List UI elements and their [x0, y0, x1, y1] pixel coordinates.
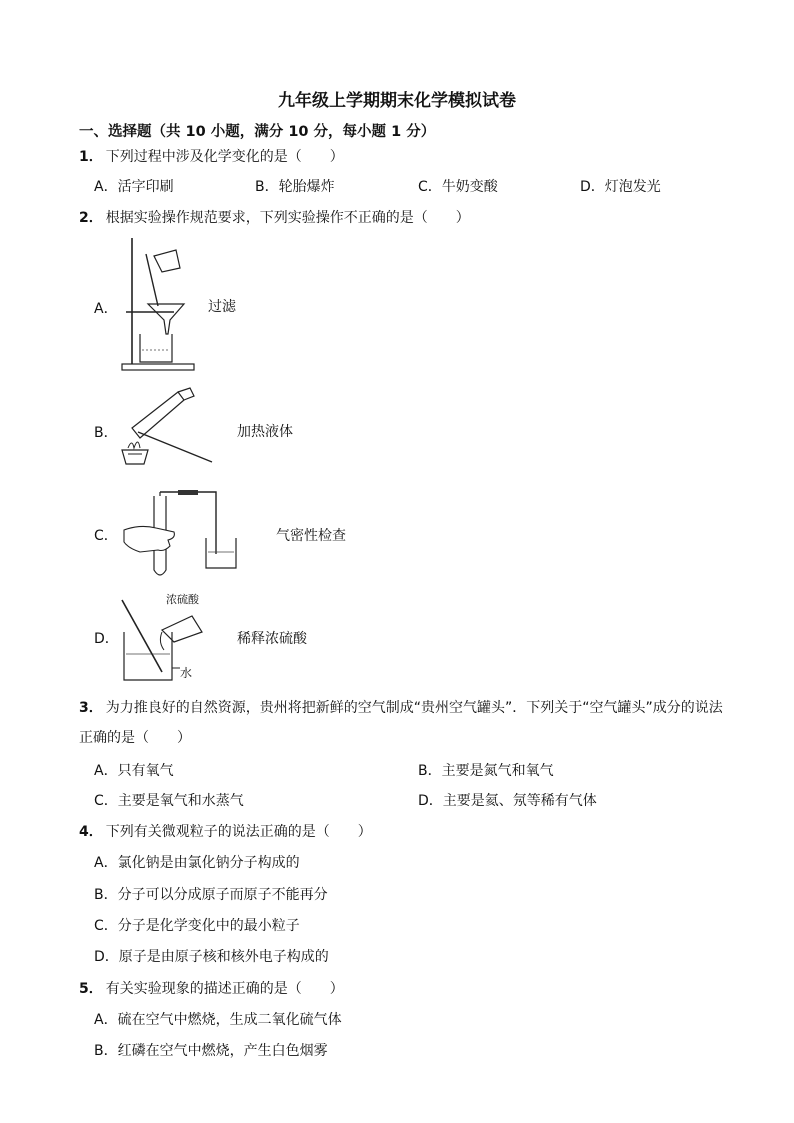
- filtration-apparatus-figure: [118, 234, 198, 374]
- q4-option-d: D．原子是由原子核和核外电子构成的: [94, 949, 329, 965]
- question-number: 2．: [79, 210, 103, 226]
- q3-option-a: A．只有氧气: [94, 763, 174, 779]
- q2-option-b-label: B．: [94, 425, 118, 441]
- q2-option-d-caption: 稀释浓硫酸: [237, 631, 307, 647]
- q1-option-a: A．活字印刷: [94, 179, 174, 195]
- question-number: 4．: [79, 824, 103, 840]
- question-text: 下列有关微观粒子的说法正确的是（ ）: [105, 824, 372, 840]
- question-5: [79, 978, 344, 998]
- question-number: 1．: [79, 149, 103, 165]
- section-heading: 一、选择题（共 10 小题，满分 10 分，每小题 1 分）: [79, 124, 436, 140]
- heating-liquid-figure: [118, 388, 218, 466]
- question-text: 为力推良好的自然资源，贵州将把新鲜的空气制成“贵州空气罐头”．下列关于“空气罐头”成分的说法: [105, 700, 723, 716]
- q4-option-c: C．分子是化学变化中的最小粒子: [94, 918, 300, 934]
- q1-option-d: D．灯泡发光: [580, 179, 661, 195]
- q2-option-a-caption: 过滤: [208, 299, 236, 315]
- question-4: [79, 821, 372, 841]
- q4-option-b: B．分子可以分成原子而原子不能再分: [94, 887, 328, 903]
- q3-option-b: B．主要是氮气和氧气: [418, 763, 554, 779]
- page-title: 九年级上学期期末化学模拟试卷: [278, 91, 516, 111]
- q5-option-a: A．硫在空气中燃烧，生成二氧化硫气体: [94, 1012, 342, 1028]
- question-number: 3．: [79, 700, 103, 716]
- question-text: 根据实验操作规范要求，下列实验操作不正确的是（ ）: [105, 210, 470, 226]
- question-3-line-2: 正确的是（ ）: [79, 730, 191, 746]
- q4-option-a: A．氯化钠是由氯化钠分子构成的: [94, 855, 300, 871]
- airtightness-check-figure: [120, 490, 245, 582]
- q3-option-d: D．主要是氦、氖等稀有气体: [418, 793, 597, 809]
- question-number: 5．: [79, 981, 103, 997]
- q2-option-c-caption: 气密性检查: [276, 528, 346, 544]
- concentrated-sulfuric-acid-label: 浓硫酸: [166, 593, 199, 606]
- question-3: [79, 697, 723, 717]
- question-1: [79, 146, 344, 166]
- water-label: 水: [180, 666, 193, 680]
- q2-option-a-label: A．: [94, 301, 118, 317]
- q1-option-c: C．牛奶变酸: [418, 179, 498, 195]
- q5-option-b: B．红磷在空气中燃烧，产生白色烟雾: [94, 1043, 328, 1059]
- question-text: 有关实验现象的描述正确的是（ ）: [105, 981, 344, 997]
- q2-option-d-label: D．: [94, 631, 119, 647]
- question-2: [79, 207, 470, 227]
- q2-option-c-label: C．: [94, 528, 118, 544]
- q3-option-c: C．主要是氧气和水蒸气: [94, 793, 244, 809]
- question-text: 下列过程中涉及化学变化的是（ ）: [105, 149, 344, 165]
- q1-option-b: B．轮胎爆炸: [255, 179, 335, 195]
- q2-option-b-caption: 加热液体: [237, 424, 293, 440]
